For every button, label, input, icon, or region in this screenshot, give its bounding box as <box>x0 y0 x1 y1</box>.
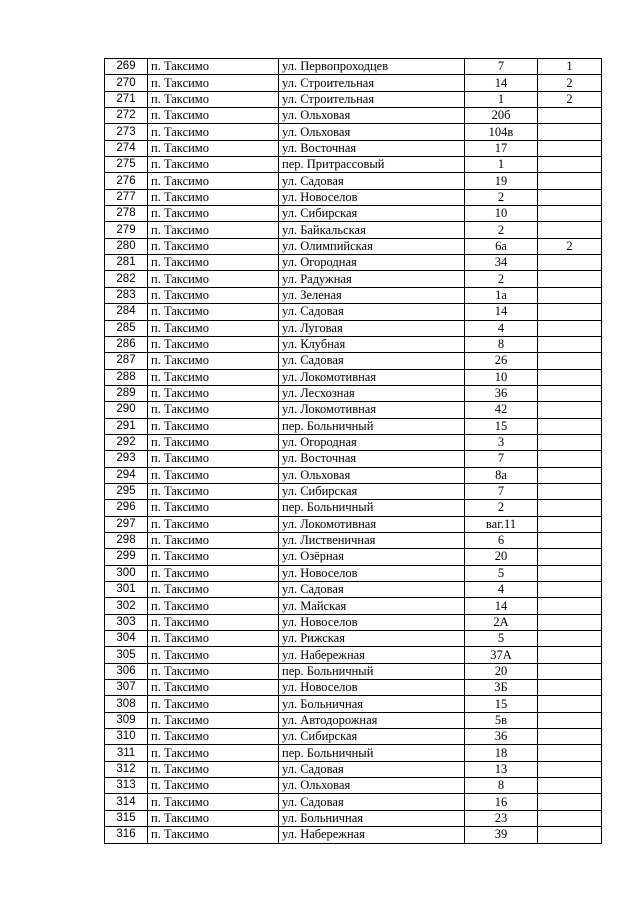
house-number-cell: 1 <box>465 91 538 107</box>
table-row <box>105 238 602 254</box>
street-cell: ул. Больничная <box>279 810 465 826</box>
street-cell: ул. Байкальская <box>279 222 465 238</box>
street-cell: ул. Больничная <box>279 696 465 712</box>
street-cell: ул. Новоселов <box>279 614 465 630</box>
street-cell: ул. Зеленая <box>279 287 465 303</box>
extra-number-cell <box>538 712 602 728</box>
house-number-cell: 1а <box>465 287 538 303</box>
settlement-cell: п. Таксимо <box>148 712 279 728</box>
house-number-cell: 20 <box>465 549 538 565</box>
house-number-cell: 8 <box>465 778 538 794</box>
street-cell: пер. Притрассовый <box>279 157 465 173</box>
settlement-cell: п. Таксимо <box>148 157 279 173</box>
row-number-cell: 304 <box>105 631 148 647</box>
extra-number-cell <box>538 451 602 467</box>
street-cell: ул. Сибирская <box>279 483 465 499</box>
table-row <box>105 712 602 728</box>
extra-number-cell <box>538 778 602 794</box>
house-number-cell: 14 <box>465 598 538 614</box>
row-number-cell: 280 <box>105 238 148 254</box>
extra-number-cell <box>538 434 602 450</box>
table-row <box>105 418 602 434</box>
table-row <box>105 647 602 663</box>
row-number-cell: 290 <box>105 402 148 418</box>
street-cell: ул. Огородная <box>279 434 465 450</box>
extra-number-cell <box>538 124 602 140</box>
street-cell: ул. Новоселов <box>279 680 465 696</box>
row-number-cell: 305 <box>105 647 148 663</box>
extra-number-cell <box>538 680 602 696</box>
row-number-cell: 311 <box>105 745 148 761</box>
settlement-cell: п. Таксимо <box>148 108 279 124</box>
extra-number-cell: 2 <box>538 75 602 91</box>
table-row <box>105 336 602 352</box>
row-number-cell: 296 <box>105 500 148 516</box>
settlement-cell: п. Таксимо <box>148 320 279 336</box>
row-number-cell: 306 <box>105 663 148 679</box>
extra-number-cell <box>538 516 602 532</box>
table-row <box>105 827 602 843</box>
row-number-cell: 287 <box>105 353 148 369</box>
extra-number-cell <box>538 336 602 352</box>
table-row <box>105 794 602 810</box>
row-number-cell: 292 <box>105 434 148 450</box>
row-number-cell: 282 <box>105 271 148 287</box>
settlement-cell: п. Таксимо <box>148 238 279 254</box>
house-number-cell: 10 <box>465 206 538 222</box>
settlement-cell: п. Таксимо <box>148 271 279 287</box>
settlement-cell: п. Таксимо <box>148 532 279 548</box>
row-number-cell: 285 <box>105 320 148 336</box>
street-cell: ул. Локомотивная <box>279 369 465 385</box>
house-number-cell: 37А <box>465 647 538 663</box>
street-cell: ул. Садовая <box>279 794 465 810</box>
table-row <box>105 761 602 777</box>
house-number-cell: 19 <box>465 173 538 189</box>
house-number-cell: 1 <box>465 157 538 173</box>
extra-number-cell <box>538 598 602 614</box>
house-number-cell: 17 <box>465 140 538 156</box>
extra-number-cell <box>538 631 602 647</box>
row-number-cell: 303 <box>105 614 148 630</box>
row-number-cell: 273 <box>105 124 148 140</box>
table-row <box>105 582 602 598</box>
street-cell: ул. Майская <box>279 598 465 614</box>
settlement-cell: п. Таксимо <box>148 729 279 745</box>
extra-number-cell <box>538 222 602 238</box>
street-cell: пер. Больничный <box>279 663 465 679</box>
house-number-cell: 7 <box>465 59 538 75</box>
settlement-cell: п. Таксимо <box>148 353 279 369</box>
house-number-cell: 2 <box>465 271 538 287</box>
row-number-cell: 274 <box>105 140 148 156</box>
table-row <box>105 369 602 385</box>
settlement-cell: п. Таксимо <box>148 598 279 614</box>
row-number-cell: 309 <box>105 712 148 728</box>
house-number-cell: 2 <box>465 189 538 205</box>
table-row <box>105 467 602 483</box>
extra-number-cell <box>538 385 602 401</box>
row-number-cell: 300 <box>105 565 148 581</box>
house-number-cell: 20б <box>465 108 538 124</box>
extra-number-cell <box>538 761 602 777</box>
settlement-cell: п. Таксимо <box>148 483 279 499</box>
street-cell: ул. Садовая <box>279 582 465 598</box>
row-number-cell: 308 <box>105 696 148 712</box>
row-number-cell: 286 <box>105 336 148 352</box>
extra-number-cell <box>538 304 602 320</box>
extra-number-cell <box>538 353 602 369</box>
settlement-cell: п. Таксимо <box>148 794 279 810</box>
row-number-cell: 295 <box>105 483 148 499</box>
extra-number-cell <box>538 173 602 189</box>
row-number-cell: 313 <box>105 778 148 794</box>
row-number-cell: 302 <box>105 598 148 614</box>
settlement-cell: п. Таксимо <box>148 206 279 222</box>
table-row <box>105 91 602 107</box>
street-cell: ул. Рижская <box>279 631 465 647</box>
table-row <box>105 745 602 761</box>
settlement-cell: п. Таксимо <box>148 663 279 679</box>
street-cell: ул. Восточная <box>279 140 465 156</box>
settlement-cell: п. Таксимо <box>148 222 279 238</box>
street-cell: ул. Ольховая <box>279 778 465 794</box>
row-number-cell: 278 <box>105 206 148 222</box>
street-cell: ул. Садовая <box>279 173 465 189</box>
street-cell: ул. Клубная <box>279 336 465 352</box>
table-row <box>105 729 602 745</box>
row-number-cell: 269 <box>105 59 148 75</box>
table-row <box>105 271 602 287</box>
settlement-cell: п. Таксимо <box>148 467 279 483</box>
settlement-cell: п. Таксимо <box>148 827 279 843</box>
street-cell: ул. Садовая <box>279 353 465 369</box>
house-number-cell: 6 <box>465 532 538 548</box>
table-row <box>105 451 602 467</box>
row-number-cell: 294 <box>105 467 148 483</box>
table-row <box>105 483 602 499</box>
house-number-cell: 36 <box>465 385 538 401</box>
house-number-cell: 23 <box>465 810 538 826</box>
settlement-cell: п. Таксимо <box>148 631 279 647</box>
table-row <box>105 287 602 303</box>
row-number-cell: 298 <box>105 532 148 548</box>
street-cell: ул. Новоселов <box>279 189 465 205</box>
settlement-cell: п. Таксимо <box>148 140 279 156</box>
settlement-cell: п. Таксимо <box>148 91 279 107</box>
settlement-cell: п. Таксимо <box>148 385 279 401</box>
row-number-cell: 299 <box>105 549 148 565</box>
house-number-cell: 2 <box>465 500 538 516</box>
house-number-cell: 39 <box>465 827 538 843</box>
house-number-cell: 2А <box>465 614 538 630</box>
table-row <box>105 222 602 238</box>
extra-number-cell <box>538 614 602 630</box>
table-row <box>105 189 602 205</box>
settlement-cell: п. Таксимо <box>148 761 279 777</box>
settlement-cell: п. Таксимо <box>148 500 279 516</box>
extra-number-cell <box>538 206 602 222</box>
extra-number-cell <box>538 827 602 843</box>
extra-number-cell <box>538 647 602 663</box>
street-cell: ул. Набережная <box>279 827 465 843</box>
table-row <box>105 206 602 222</box>
extra-number-cell <box>538 467 602 483</box>
street-cell: ул. Радужная <box>279 271 465 287</box>
house-number-cell: 6а <box>465 238 538 254</box>
extra-number-cell <box>538 255 602 271</box>
street-cell: ул. Огородная <box>279 255 465 271</box>
house-number-cell: 14 <box>465 75 538 91</box>
table-row <box>105 778 602 794</box>
street-cell: ул. Локомотивная <box>279 516 465 532</box>
street-cell: ул. Строительная <box>279 91 465 107</box>
row-number-cell: 301 <box>105 582 148 598</box>
settlement-cell: п. Таксимо <box>148 189 279 205</box>
extra-number-cell: 2 <box>538 91 602 107</box>
row-number-cell: 277 <box>105 189 148 205</box>
table-row <box>105 598 602 614</box>
street-cell: ул. Садовая <box>279 761 465 777</box>
house-number-cell: 4 <box>465 320 538 336</box>
extra-number-cell <box>538 745 602 761</box>
table-row <box>105 663 602 679</box>
settlement-cell: п. Таксимо <box>148 696 279 712</box>
extra-number-cell <box>538 500 602 516</box>
extra-number-cell <box>538 418 602 434</box>
table-row <box>105 402 602 418</box>
street-cell: ул. Набережная <box>279 647 465 663</box>
settlement-cell: п. Таксимо <box>148 336 279 352</box>
table-row <box>105 549 602 565</box>
street-cell: пер. Больничный <box>279 500 465 516</box>
settlement-cell: п. Таксимо <box>148 418 279 434</box>
street-cell: ул. Автодорожная <box>279 712 465 728</box>
settlement-cell: п. Таксимо <box>148 549 279 565</box>
house-number-cell: 42 <box>465 402 538 418</box>
extra-number-cell <box>538 369 602 385</box>
street-cell: ул. Лиственичная <box>279 532 465 548</box>
street-cell: пер. Больничный <box>279 745 465 761</box>
house-number-cell: 34 <box>465 255 538 271</box>
settlement-cell: п. Таксимо <box>148 287 279 303</box>
settlement-cell: п. Таксимо <box>148 75 279 91</box>
house-number-cell: 8а <box>465 467 538 483</box>
table-row <box>105 124 602 140</box>
extra-number-cell <box>538 402 602 418</box>
extra-number-cell <box>538 140 602 156</box>
house-number-cell: 13 <box>465 761 538 777</box>
extra-number-cell <box>538 108 602 124</box>
extra-number-cell <box>538 287 602 303</box>
extra-number-cell <box>538 483 602 499</box>
extra-number-cell <box>538 549 602 565</box>
row-number-cell: 316 <box>105 827 148 843</box>
extra-number-cell <box>538 582 602 598</box>
house-number-cell: 5 <box>465 565 538 581</box>
row-number-cell: 310 <box>105 729 148 745</box>
house-number-cell: 8 <box>465 336 538 352</box>
extra-number-cell <box>538 810 602 826</box>
extra-number-cell: 2 <box>538 238 602 254</box>
table-row <box>105 75 602 91</box>
street-cell: ул. Первопроходцев <box>279 59 465 75</box>
row-number-cell: 283 <box>105 287 148 303</box>
table-row <box>105 173 602 189</box>
street-cell: ул. Луговая <box>279 320 465 336</box>
row-number-cell: 284 <box>105 304 148 320</box>
settlement-cell: п. Таксимо <box>148 647 279 663</box>
table-row <box>105 532 602 548</box>
house-number-cell: 15 <box>465 418 538 434</box>
row-number-cell: 297 <box>105 516 148 532</box>
street-cell: ул. Сибирская <box>279 206 465 222</box>
table-row <box>105 631 602 647</box>
settlement-cell: п. Таксимо <box>148 402 279 418</box>
house-number-cell: 3 <box>465 434 538 450</box>
house-number-cell: ваг.11 <box>465 516 538 532</box>
extra-number-cell <box>538 189 602 205</box>
table-row <box>105 500 602 516</box>
row-number-cell: 288 <box>105 369 148 385</box>
table-row <box>105 140 602 156</box>
house-number-cell: 7 <box>465 483 538 499</box>
settlement-cell: п. Таксимо <box>148 124 279 140</box>
row-number-cell: 315 <box>105 810 148 826</box>
settlement-cell: п. Таксимо <box>148 810 279 826</box>
street-cell: ул. Садовая <box>279 304 465 320</box>
settlement-cell: п. Таксимо <box>148 614 279 630</box>
table-row <box>105 680 602 696</box>
table-row <box>105 255 602 271</box>
settlement-cell: п. Таксимо <box>148 745 279 761</box>
extra-number-cell: 1 <box>538 59 602 75</box>
extra-number-cell <box>538 794 602 810</box>
street-cell: ул. Новоселов <box>279 565 465 581</box>
settlement-cell: п. Таксимо <box>148 778 279 794</box>
table-row <box>105 614 602 630</box>
settlement-cell: п. Таксимо <box>148 516 279 532</box>
row-number-cell: 276 <box>105 173 148 189</box>
settlement-cell: п. Таксимо <box>148 680 279 696</box>
table-row <box>105 434 602 450</box>
table-row <box>105 696 602 712</box>
row-number-cell: 312 <box>105 761 148 777</box>
extra-number-cell <box>538 532 602 548</box>
house-number-cell: 5в <box>465 712 538 728</box>
house-number-cell: 18 <box>465 745 538 761</box>
street-cell: ул. Ольховая <box>279 124 465 140</box>
extra-number-cell <box>538 157 602 173</box>
settlement-cell: п. Таксимо <box>148 434 279 450</box>
house-number-cell: 20 <box>465 663 538 679</box>
house-number-cell: 2 <box>465 222 538 238</box>
extra-number-cell <box>538 565 602 581</box>
street-cell: ул. Сибирская <box>279 729 465 745</box>
row-number-cell: 289 <box>105 385 148 401</box>
row-number-cell: 270 <box>105 75 148 91</box>
settlement-cell: п. Таксимо <box>148 582 279 598</box>
address-table-body <box>105 59 602 844</box>
street-cell: ул. Ольховая <box>279 108 465 124</box>
house-number-cell: 104в <box>465 124 538 140</box>
extra-number-cell <box>538 320 602 336</box>
settlement-cell: п. Таксимо <box>148 565 279 581</box>
table-row <box>105 810 602 826</box>
street-cell: ул. Локомотивная <box>279 402 465 418</box>
row-number-cell: 275 <box>105 157 148 173</box>
row-number-cell: 272 <box>105 108 148 124</box>
row-number-cell: 291 <box>105 418 148 434</box>
table-row <box>105 353 602 369</box>
house-number-cell: 16 <box>465 794 538 810</box>
settlement-cell: п. Таксимо <box>148 451 279 467</box>
extra-number-cell <box>538 663 602 679</box>
table-row <box>105 385 602 401</box>
street-cell: ул. Олимпийская <box>279 238 465 254</box>
table-row <box>105 157 602 173</box>
address-table <box>104 58 602 844</box>
row-number-cell: 307 <box>105 680 148 696</box>
street-cell: ул. Лесхозная <box>279 385 465 401</box>
settlement-cell: п. Таксимо <box>148 369 279 385</box>
row-number-cell: 279 <box>105 222 148 238</box>
settlement-cell: п. Таксимо <box>148 255 279 271</box>
street-cell: ул. Строительная <box>279 75 465 91</box>
street-cell: ул. Озёрная <box>279 549 465 565</box>
extra-number-cell <box>538 729 602 745</box>
house-number-cell: 26 <box>465 353 538 369</box>
house-number-cell: 4 <box>465 582 538 598</box>
row-number-cell: 281 <box>105 255 148 271</box>
house-number-cell: 10 <box>465 369 538 385</box>
house-number-cell: 7 <box>465 451 538 467</box>
extra-number-cell <box>538 696 602 712</box>
settlement-cell: п. Таксимо <box>148 304 279 320</box>
street-cell: ул. Ольховая <box>279 467 465 483</box>
table-row <box>105 108 602 124</box>
house-number-cell: 5 <box>465 631 538 647</box>
table-row <box>105 304 602 320</box>
row-number-cell: 271 <box>105 91 148 107</box>
street-cell: пер. Больничный <box>279 418 465 434</box>
table-row <box>105 565 602 581</box>
extra-number-cell <box>538 271 602 287</box>
settlement-cell: п. Таксимо <box>148 173 279 189</box>
house-number-cell: 15 <box>465 696 538 712</box>
street-cell: ул. Восточная <box>279 451 465 467</box>
settlement-cell: п. Таксимо <box>148 59 279 75</box>
table-row <box>105 320 602 336</box>
house-number-cell: 36 <box>465 729 538 745</box>
row-number-cell: 293 <box>105 451 148 467</box>
table-row <box>105 516 602 532</box>
table-row <box>105 59 602 75</box>
house-number-cell: 3Б <box>465 680 538 696</box>
house-number-cell: 14 <box>465 304 538 320</box>
row-number-cell: 314 <box>105 794 148 810</box>
